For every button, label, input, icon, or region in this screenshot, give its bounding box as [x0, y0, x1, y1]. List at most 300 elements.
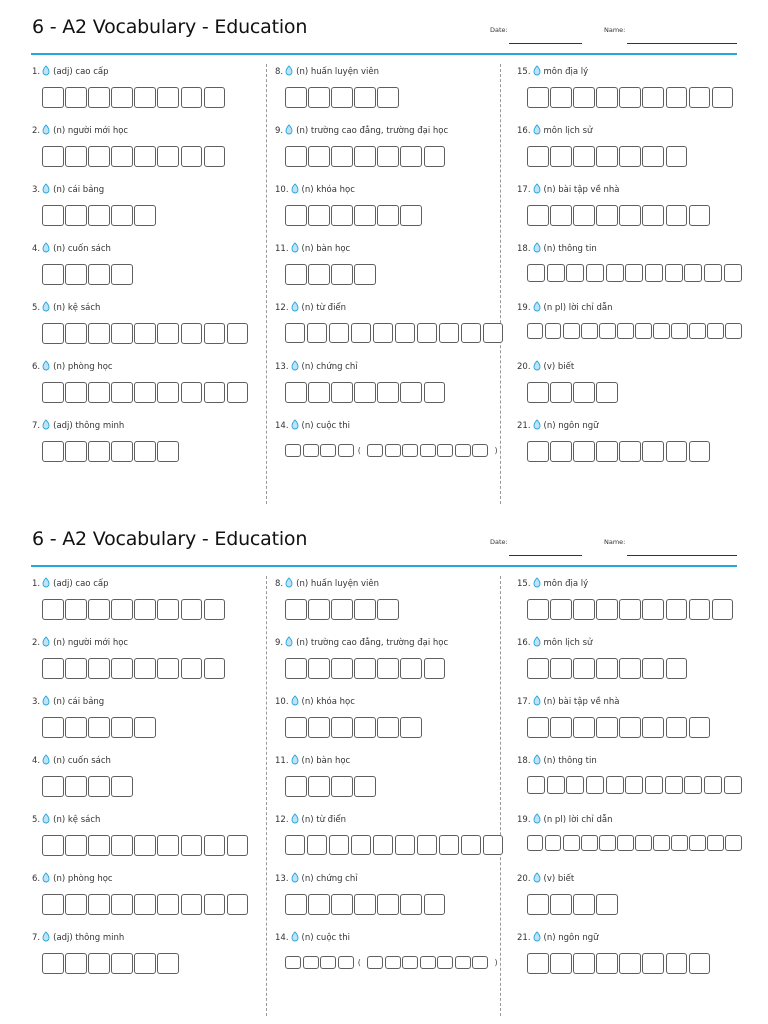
- letter-box[interactable]: [329, 835, 349, 855]
- letter-box[interactable]: [596, 658, 618, 679]
- letter-box[interactable]: [157, 323, 179, 344]
- letter-box[interactable]: [42, 717, 64, 738]
- letter-box[interactable]: [42, 953, 64, 974]
- letter-box[interactable]: [550, 441, 572, 462]
- letter-box[interactable]: [653, 323, 669, 339]
- letter-box[interactable]: [573, 205, 595, 226]
- letter-box[interactable]: [596, 953, 618, 974]
- letter-box[interactable]: [619, 953, 641, 974]
- letter-box[interactable]: [308, 894, 330, 915]
- hint-icon[interactable]: [533, 872, 541, 883]
- letter-box[interactable]: [586, 776, 604, 794]
- letter-box[interactable]: [354, 894, 376, 915]
- letter-box[interactable]: [385, 956, 401, 969]
- letter-box[interactable]: [227, 382, 249, 403]
- letter-box[interactable]: [642, 953, 664, 974]
- letter-box[interactable]: [527, 264, 545, 282]
- letter-box[interactable]: [111, 323, 133, 344]
- letter-box[interactable]: [42, 264, 64, 285]
- letter-box[interactable]: [88, 658, 110, 679]
- letter-box[interactable]: [545, 835, 561, 851]
- hint-icon[interactable]: [42, 360, 50, 371]
- letter-box[interactable]: [666, 441, 688, 462]
- letter-box[interactable]: [204, 323, 226, 344]
- letter-box[interactable]: [402, 444, 418, 457]
- letter-box[interactable]: [181, 382, 203, 403]
- hint-icon[interactable]: [533, 577, 541, 588]
- letter-box[interactable]: [65, 717, 87, 738]
- letter-box[interactable]: [527, 87, 549, 108]
- letter-box[interactable]: [88, 894, 110, 915]
- letter-box[interactable]: [88, 264, 110, 285]
- letter-box[interactable]: [42, 441, 64, 462]
- letter-box[interactable]: [689, 717, 711, 738]
- letter-box[interactable]: [625, 776, 643, 794]
- hint-icon[interactable]: [42, 813, 50, 824]
- letter-box[interactable]: [666, 953, 688, 974]
- letter-box[interactable]: [111, 717, 133, 738]
- letter-box[interactable]: [157, 894, 179, 915]
- letter-box[interactable]: [88, 717, 110, 738]
- letter-box[interactable]: [111, 776, 133, 797]
- letter-box[interactable]: [88, 776, 110, 797]
- letter-box[interactable]: [65, 87, 87, 108]
- letter-box[interactable]: [483, 323, 503, 343]
- letter-box[interactable]: [181, 323, 203, 344]
- letter-box[interactable]: [227, 894, 249, 915]
- letter-box[interactable]: [689, 323, 705, 339]
- letter-box[interactable]: [134, 87, 156, 108]
- hint-icon[interactable]: [291, 813, 299, 824]
- letter-box[interactable]: [437, 956, 453, 969]
- hint-icon[interactable]: [42, 577, 50, 588]
- letter-box[interactable]: [666, 717, 688, 738]
- letter-box[interactable]: [712, 87, 734, 108]
- hint-icon[interactable]: [42, 301, 50, 312]
- letter-box[interactable]: [550, 717, 572, 738]
- letter-box[interactable]: [88, 382, 110, 403]
- letter-box[interactable]: [689, 87, 711, 108]
- name-input-line[interactable]: [627, 43, 737, 44]
- letter-box[interactable]: [42, 776, 64, 797]
- letter-box[interactable]: [563, 323, 579, 339]
- letter-box[interactable]: [181, 835, 203, 856]
- letter-box[interactable]: [671, 835, 687, 851]
- letter-box[interactable]: [354, 87, 376, 108]
- letter-box[interactable]: [227, 835, 249, 856]
- letter-box[interactable]: [455, 956, 471, 969]
- hint-icon[interactable]: [291, 419, 299, 430]
- letter-box[interactable]: [111, 658, 133, 679]
- letter-box[interactable]: [619, 658, 641, 679]
- letter-box[interactable]: [377, 717, 399, 738]
- letter-box[interactable]: [65, 953, 87, 974]
- letter-box[interactable]: [338, 956, 354, 969]
- letter-box[interactable]: [642, 146, 664, 167]
- letter-box[interactable]: [689, 441, 711, 462]
- letter-box[interactable]: [573, 658, 595, 679]
- letter-box[interactable]: [642, 717, 664, 738]
- letter-box[interactable]: [111, 205, 133, 226]
- letter-box[interactable]: [285, 717, 307, 738]
- letter-box[interactable]: [65, 264, 87, 285]
- letter-box[interactable]: [596, 894, 618, 915]
- letter-box[interactable]: [424, 382, 446, 403]
- letter-box[interactable]: [645, 776, 663, 794]
- letter-box[interactable]: [285, 658, 307, 679]
- letter-box[interactable]: [550, 953, 572, 974]
- letter-box[interactable]: [424, 894, 446, 915]
- letter-box[interactable]: [573, 441, 595, 462]
- letter-box[interactable]: [111, 87, 133, 108]
- letter-box[interactable]: [181, 894, 203, 915]
- letter-box[interactable]: [111, 264, 133, 285]
- letter-box[interactable]: [308, 205, 330, 226]
- letter-box[interactable]: [88, 205, 110, 226]
- letter-box[interactable]: [665, 776, 683, 794]
- letter-box[interactable]: [596, 599, 618, 620]
- hint-icon[interactable]: [285, 577, 293, 588]
- letter-box[interactable]: [527, 894, 549, 915]
- letter-box[interactable]: [550, 658, 572, 679]
- letter-box[interactable]: [88, 835, 110, 856]
- letter-box[interactable]: [377, 658, 399, 679]
- letter-box[interactable]: [666, 87, 688, 108]
- letter-box[interactable]: [111, 835, 133, 856]
- letter-box[interactable]: [367, 444, 383, 457]
- letter-box[interactable]: [308, 717, 330, 738]
- letter-box[interactable]: [111, 953, 133, 974]
- letter-box[interactable]: [331, 264, 353, 285]
- letter-box[interactable]: [42, 835, 64, 856]
- letter-box[interactable]: [566, 264, 584, 282]
- letter-box[interactable]: [527, 717, 549, 738]
- letter-box[interactable]: [181, 599, 203, 620]
- letter-box[interactable]: [134, 658, 156, 679]
- letter-box[interactable]: [88, 146, 110, 167]
- letter-box[interactable]: [712, 599, 734, 620]
- letter-box[interactable]: [437, 444, 453, 457]
- letter-box[interactable]: [65, 835, 87, 856]
- letter-box[interactable]: [653, 835, 669, 851]
- letter-box[interactable]: [331, 776, 353, 797]
- letter-box[interactable]: [373, 323, 393, 343]
- letter-box[interactable]: [725, 835, 741, 851]
- letter-box[interactable]: [417, 323, 437, 343]
- letter-box[interactable]: [527, 146, 549, 167]
- letter-box[interactable]: [367, 956, 383, 969]
- letter-box[interactable]: [527, 599, 549, 620]
- hint-icon[interactable]: [42, 242, 50, 253]
- letter-box[interactable]: [550, 87, 572, 108]
- letter-box[interactable]: [642, 441, 664, 462]
- letter-box[interactable]: [351, 323, 371, 343]
- letter-box[interactable]: [285, 835, 305, 855]
- letter-box[interactable]: [642, 658, 664, 679]
- letter-box[interactable]: [619, 205, 641, 226]
- letter-box[interactable]: [400, 382, 422, 403]
- letter-box[interactable]: [331, 205, 353, 226]
- letter-box[interactable]: [354, 205, 376, 226]
- hint-icon[interactable]: [291, 695, 299, 706]
- letter-box[interactable]: [596, 717, 618, 738]
- letter-box[interactable]: [400, 205, 422, 226]
- letter-box[interactable]: [42, 599, 64, 620]
- letter-box[interactable]: [635, 323, 651, 339]
- hint-icon[interactable]: [533, 124, 541, 135]
- letter-box[interactable]: [42, 205, 64, 226]
- letter-box[interactable]: [303, 444, 319, 457]
- letter-box[interactable]: [642, 87, 664, 108]
- letter-box[interactable]: [303, 956, 319, 969]
- letter-box[interactable]: [42, 87, 64, 108]
- letter-box[interactable]: [308, 146, 330, 167]
- hint-icon[interactable]: [42, 636, 50, 647]
- letter-box[interactable]: [619, 599, 641, 620]
- letter-box[interactable]: [573, 146, 595, 167]
- letter-box[interactable]: [285, 87, 307, 108]
- letter-box[interactable]: [573, 717, 595, 738]
- hint-icon[interactable]: [291, 242, 299, 253]
- hint-icon[interactable]: [291, 360, 299, 371]
- letter-box[interactable]: [331, 599, 353, 620]
- letter-box[interactable]: [606, 776, 624, 794]
- letter-box[interactable]: [42, 382, 64, 403]
- letter-box[interactable]: [204, 599, 226, 620]
- letter-box[interactable]: [573, 87, 595, 108]
- letter-box[interactable]: [157, 953, 179, 974]
- hint-icon[interactable]: [42, 695, 50, 706]
- hint-icon[interactable]: [533, 419, 541, 430]
- letter-box[interactable]: [331, 658, 353, 679]
- letter-box[interactable]: [420, 444, 436, 457]
- letter-box[interactable]: [320, 956, 336, 969]
- letter-box[interactable]: [527, 658, 549, 679]
- letter-box[interactable]: [684, 264, 702, 282]
- hint-icon[interactable]: [533, 301, 541, 312]
- hint-icon[interactable]: [285, 65, 293, 76]
- letter-box[interactable]: [157, 441, 179, 462]
- letter-box[interactable]: [400, 894, 422, 915]
- letter-box[interactable]: [308, 599, 330, 620]
- hint-icon[interactable]: [42, 183, 50, 194]
- letter-box[interactable]: [42, 323, 64, 344]
- hint-icon[interactable]: [533, 242, 541, 253]
- letter-box[interactable]: [547, 264, 565, 282]
- letter-box[interactable]: [424, 146, 446, 167]
- letter-box[interactable]: [666, 205, 688, 226]
- letter-box[interactable]: [596, 87, 618, 108]
- hint-icon[interactable]: [285, 636, 293, 647]
- letter-box[interactable]: [134, 835, 156, 856]
- letter-box[interactable]: [599, 323, 615, 339]
- letter-box[interactable]: [285, 894, 307, 915]
- letter-box[interactable]: [665, 264, 683, 282]
- letter-box[interactable]: [395, 835, 415, 855]
- letter-box[interactable]: [65, 658, 87, 679]
- letter-box[interactable]: [581, 323, 597, 339]
- letter-box[interactable]: [338, 444, 354, 457]
- letter-box[interactable]: [308, 658, 330, 679]
- letter-box[interactable]: [377, 382, 399, 403]
- letter-box[interactable]: [111, 441, 133, 462]
- letter-box[interactable]: [42, 146, 64, 167]
- letter-box[interactable]: [400, 146, 422, 167]
- letter-box[interactable]: [354, 658, 376, 679]
- letter-box[interactable]: [550, 382, 572, 403]
- letter-box[interactable]: [461, 323, 481, 343]
- letter-box[interactable]: [417, 835, 437, 855]
- hint-icon[interactable]: [285, 124, 293, 135]
- letter-box[interactable]: [689, 953, 711, 974]
- letter-box[interactable]: [527, 382, 549, 403]
- letter-box[interactable]: [635, 835, 651, 851]
- letter-box[interactable]: [65, 599, 87, 620]
- letter-box[interactable]: [65, 205, 87, 226]
- letter-box[interactable]: [204, 382, 226, 403]
- letter-box[interactable]: [642, 599, 664, 620]
- letter-box[interactable]: [400, 717, 422, 738]
- letter-box[interactable]: [689, 205, 711, 226]
- letter-box[interactable]: [527, 776, 545, 794]
- letter-box[interactable]: [377, 599, 399, 620]
- name-input-line[interactable]: [627, 555, 737, 556]
- letter-box[interactable]: [308, 382, 330, 403]
- letter-box[interactable]: [157, 658, 179, 679]
- letter-box[interactable]: [285, 599, 307, 620]
- letter-box[interactable]: [573, 382, 595, 403]
- letter-box[interactable]: [625, 264, 643, 282]
- letter-box[interactable]: [181, 146, 203, 167]
- hint-icon[interactable]: [533, 754, 541, 765]
- letter-box[interactable]: [550, 146, 572, 167]
- letter-box[interactable]: [461, 835, 481, 855]
- letter-box[interactable]: [707, 835, 723, 851]
- letter-box[interactable]: [134, 323, 156, 344]
- hint-icon[interactable]: [42, 419, 50, 430]
- letter-box[interactable]: [573, 894, 595, 915]
- letter-box[interactable]: [157, 599, 179, 620]
- letter-box[interactable]: [354, 382, 376, 403]
- letter-box[interactable]: [285, 264, 307, 285]
- letter-box[interactable]: [307, 835, 327, 855]
- letter-box[interactable]: [88, 87, 110, 108]
- letter-box[interactable]: [204, 87, 226, 108]
- hint-icon[interactable]: [533, 360, 541, 371]
- letter-box[interactable]: [308, 776, 330, 797]
- letter-box[interactable]: [65, 146, 87, 167]
- letter-box[interactable]: [619, 441, 641, 462]
- letter-box[interactable]: [157, 835, 179, 856]
- letter-box[interactable]: [65, 382, 87, 403]
- letter-box[interactable]: [204, 658, 226, 679]
- date-input-line[interactable]: [509, 555, 582, 556]
- letter-box[interactable]: [65, 441, 87, 462]
- letter-box[interactable]: [550, 205, 572, 226]
- letter-box[interactable]: [320, 444, 336, 457]
- hint-icon[interactable]: [533, 695, 541, 706]
- letter-box[interactable]: [308, 264, 330, 285]
- hint-icon[interactable]: [291, 301, 299, 312]
- letter-box[interactable]: [472, 956, 488, 969]
- hint-icon[interactable]: [42, 65, 50, 76]
- letter-box[interactable]: [527, 205, 549, 226]
- letter-box[interactable]: [204, 894, 226, 915]
- hint-icon[interactable]: [533, 636, 541, 647]
- letter-box[interactable]: [354, 776, 376, 797]
- letter-box[interactable]: [331, 146, 353, 167]
- letter-box[interactable]: [111, 146, 133, 167]
- letter-box[interactable]: [619, 717, 641, 738]
- letter-box[interactable]: [596, 382, 618, 403]
- letter-box[interactable]: [689, 599, 711, 620]
- letter-box[interactable]: [354, 599, 376, 620]
- hint-icon[interactable]: [291, 872, 299, 883]
- letter-box[interactable]: [566, 776, 584, 794]
- letter-box[interactable]: [377, 87, 399, 108]
- letter-box[interactable]: [134, 205, 156, 226]
- letter-box[interactable]: [377, 894, 399, 915]
- letter-box[interactable]: [354, 717, 376, 738]
- letter-box[interactable]: [88, 599, 110, 620]
- letter-box[interactable]: [550, 894, 572, 915]
- letter-box[interactable]: [134, 441, 156, 462]
- letter-box[interactable]: [472, 444, 488, 457]
- letter-box[interactable]: [65, 323, 87, 344]
- letter-box[interactable]: [619, 146, 641, 167]
- letter-box[interactable]: [134, 146, 156, 167]
- date-input-line[interactable]: [509, 43, 582, 44]
- letter-box[interactable]: [285, 444, 301, 457]
- letter-box[interactable]: [439, 835, 459, 855]
- letter-box[interactable]: [619, 87, 641, 108]
- letter-box[interactable]: [354, 146, 376, 167]
- letter-box[interactable]: [645, 264, 663, 282]
- letter-box[interactable]: [88, 953, 110, 974]
- letter-box[interactable]: [42, 658, 64, 679]
- letter-box[interactable]: [527, 835, 543, 851]
- hint-icon[interactable]: [533, 65, 541, 76]
- letter-box[interactable]: [157, 87, 179, 108]
- letter-box[interactable]: [725, 323, 741, 339]
- letter-box[interactable]: [111, 599, 133, 620]
- letter-box[interactable]: [134, 953, 156, 974]
- hint-icon[interactable]: [42, 124, 50, 135]
- hint-icon[interactable]: [533, 931, 541, 942]
- letter-box[interactable]: [88, 441, 110, 462]
- hint-icon[interactable]: [42, 754, 50, 765]
- letter-box[interactable]: [373, 835, 393, 855]
- letter-box[interactable]: [707, 323, 723, 339]
- hint-icon[interactable]: [291, 931, 299, 942]
- letter-box[interactable]: [385, 444, 401, 457]
- letter-box[interactable]: [285, 323, 305, 343]
- letter-box[interactable]: [684, 776, 702, 794]
- letter-box[interactable]: [573, 599, 595, 620]
- letter-box[interactable]: [285, 382, 307, 403]
- letter-box[interactable]: [550, 599, 572, 620]
- letter-box[interactable]: [424, 658, 446, 679]
- letter-box[interactable]: [331, 87, 353, 108]
- letter-box[interactable]: [204, 835, 226, 856]
- letter-box[interactable]: [545, 323, 561, 339]
- letter-box[interactable]: [573, 953, 595, 974]
- letter-box[interactable]: [666, 146, 688, 167]
- letter-box[interactable]: [596, 146, 618, 167]
- letter-box[interactable]: [65, 776, 87, 797]
- letter-box[interactable]: [134, 382, 156, 403]
- hint-icon[interactable]: [42, 872, 50, 883]
